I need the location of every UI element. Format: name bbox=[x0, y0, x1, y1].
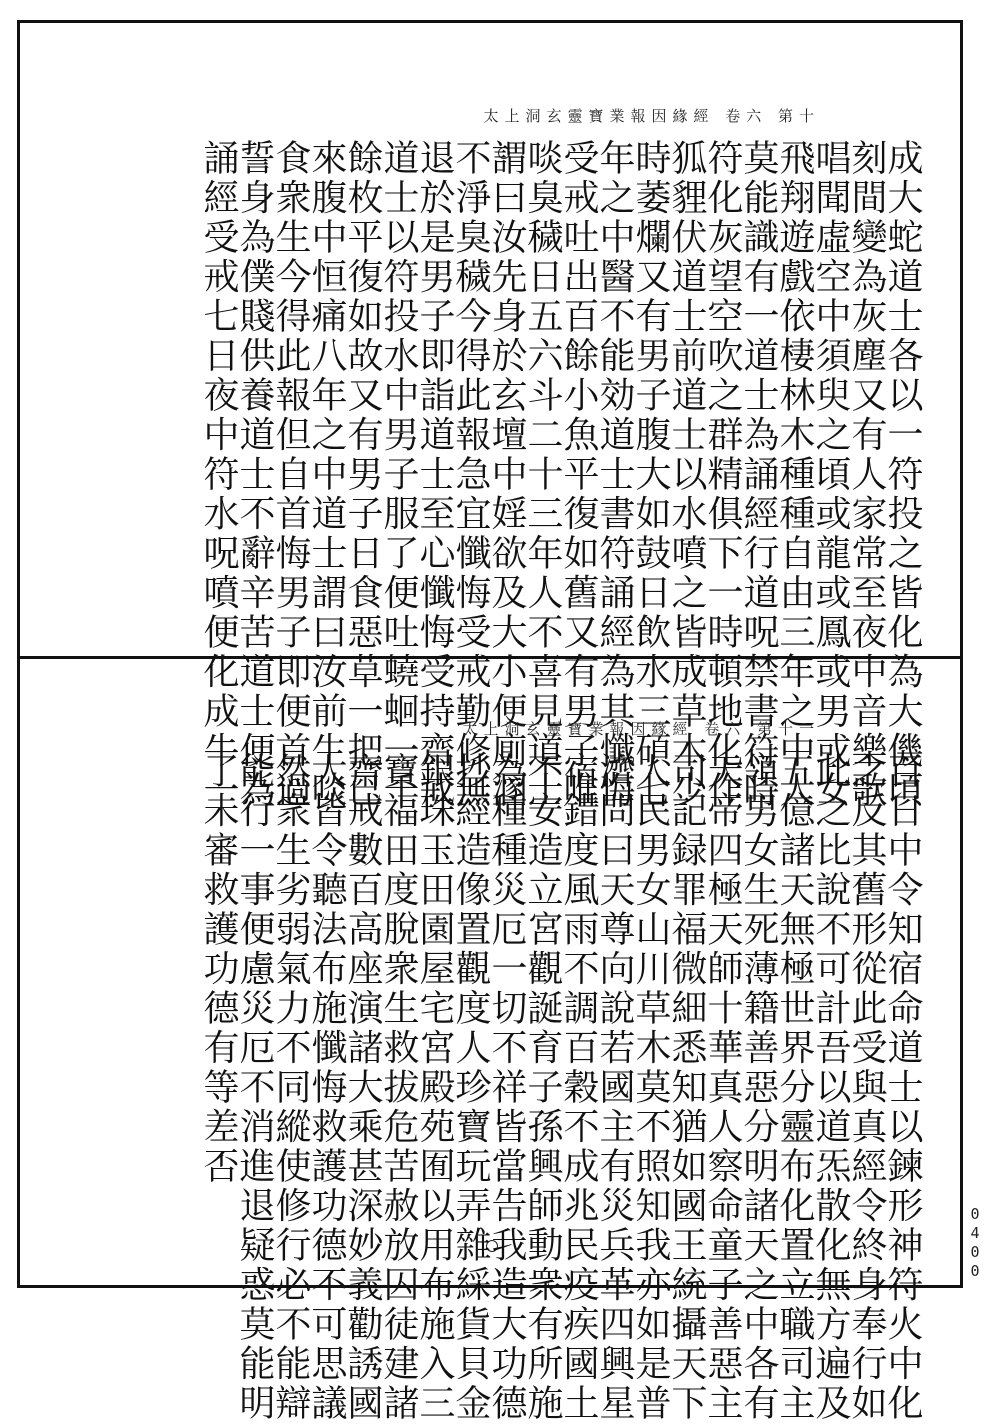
text-column: 能行一事便慮災厄不消進退疑惑莫能明 bbox=[234, 752, 275, 1424]
text-column: 莫能識有一道士為誦經行道呪禁書符時 bbox=[738, 139, 779, 811]
running-header: 太上洞玄靈寶業報因緣經 卷六 第十 bbox=[483, 107, 820, 125]
text-column: 誓身為僕賤供養道士不辭辛苦道士便為 bbox=[234, 139, 275, 811]
text-column: 天帝四極天師十華真人察命童子善惡主 bbox=[702, 752, 743, 1424]
running-header: 太上洞玄靈寶業報因緣經 卷六 第十一 bbox=[462, 720, 820, 738]
text-column: 人民男女山川草木莫不照知我亦如是普 bbox=[630, 752, 671, 1424]
text-column: 司記録罪福微細悉知猶如國王統攝天下 bbox=[666, 752, 707, 1424]
text-column: 刻間變為灰塵又有人家常至夜中音樂歌 bbox=[846, 139, 887, 811]
text-column: 年之中醫不能効道士書符誦經為其懺悔 bbox=[594, 139, 635, 811]
text-column: 五億諸天無極世界分靈布化置立職司主 bbox=[774, 752, 815, 1424]
text-column: 此之比說不可計吾以道炁散化無方遍及 bbox=[810, 752, 851, 1424]
text-column: 謂曰汝先身於玄壇中婬欲及大小便廁溷 bbox=[486, 139, 527, 811]
text-column: 了未審救護功德有等差否 bbox=[198, 752, 239, 1187]
text-column: 啖臭穢日五六斗二十三年人不喜見道士 bbox=[522, 139, 563, 811]
text-column: 道士以符投水中男子服了便吐蟯蛔一千 bbox=[378, 139, 419, 811]
bottom-panel bbox=[20, 660, 960, 1424]
text-column: 之反其舊形從此受與真經令終身奉行如 bbox=[846, 752, 887, 1424]
text-column: 符化灰望空吹之群精俱下一時頓地化作 bbox=[702, 139, 743, 811]
text-column: 抄經造像置觀度人珍寶玩弄雜綵貨貝金 bbox=[450, 752, 491, 1424]
text-column: 不安造立宮觀誕育子孫興師動衆有所施 bbox=[522, 752, 563, 1424]
text-column: 宿錯度風雨不調百穀不成兆民疫疾國土 bbox=[558, 752, 599, 1424]
text-column: 然衆生劣弱氣力不同縱使修行必不能辯 bbox=[270, 752, 311, 1424]
text-column: 為種種災厄一切不祥皆當告我造大功德 bbox=[486, 752, 527, 1424]
text-column: 誦經受戒七日夜中符水呪噴便化成牛一 bbox=[198, 139, 239, 811]
text-column: 領男女生死薄籍善惡分明諸天之中各有 bbox=[738, 752, 779, 1424]
text-column: 飛翔遊戲依棲林木種種自由三年之中人 bbox=[774, 139, 815, 811]
text-column: 成大蛇道士各以一符投之皆化為大僟頃 bbox=[882, 139, 923, 811]
text-column: 狐貍伏道士前道士以水噴之皆成草木少 bbox=[666, 139, 707, 811]
text-column: 人皆令聽法布施懺悔救護功德不可思議 bbox=[306, 752, 347, 1424]
text-column: 食衆生今得此報但自首悔男子即便首過 bbox=[270, 139, 311, 811]
page-number: 0400 bbox=[966, 1205, 984, 1281]
text-column: 餘枚平復如故又有男子日食惡草一把已 bbox=[342, 139, 383, 811]
text-column: 時萎爛又有男子腹大如鼓日飲水三碩七 bbox=[630, 139, 671, 811]
text-column: 齋戒數百高座演諸大乘甚深妙義勸誘國 bbox=[342, 752, 383, 1424]
text-column: 銀珠玉田園屋宅宮殿苑囿以用布施入三 bbox=[414, 752, 455, 1424]
text-column: 受戒吐出百餘小魚平復如舊又有男子唯 bbox=[558, 139, 599, 811]
text-column: 唱聞虛空中須臾之頃或龍或鳳或男或女 bbox=[810, 139, 851, 811]
text-column: 來腹中恒痛八年之中道士謂曰汝前生啖 bbox=[306, 139, 347, 811]
text-column: 寶福田度脫衆生救拔危苦赦放囚徒建諸 bbox=[378, 752, 419, 1424]
text-column: 退於是男子即詣道士至心懺悔受持齋戒 bbox=[414, 139, 455, 811]
text-column: 百日中令知宿命道士以鍊形神符火中化 bbox=[882, 752, 923, 1424]
text-column: 不淨臭穢今得此報急宜懺悔受戒勤修無 bbox=[450, 139, 491, 811]
text-column: 濟問曰天尊向說若國主有災兵革四興星 bbox=[594, 752, 635, 1424]
